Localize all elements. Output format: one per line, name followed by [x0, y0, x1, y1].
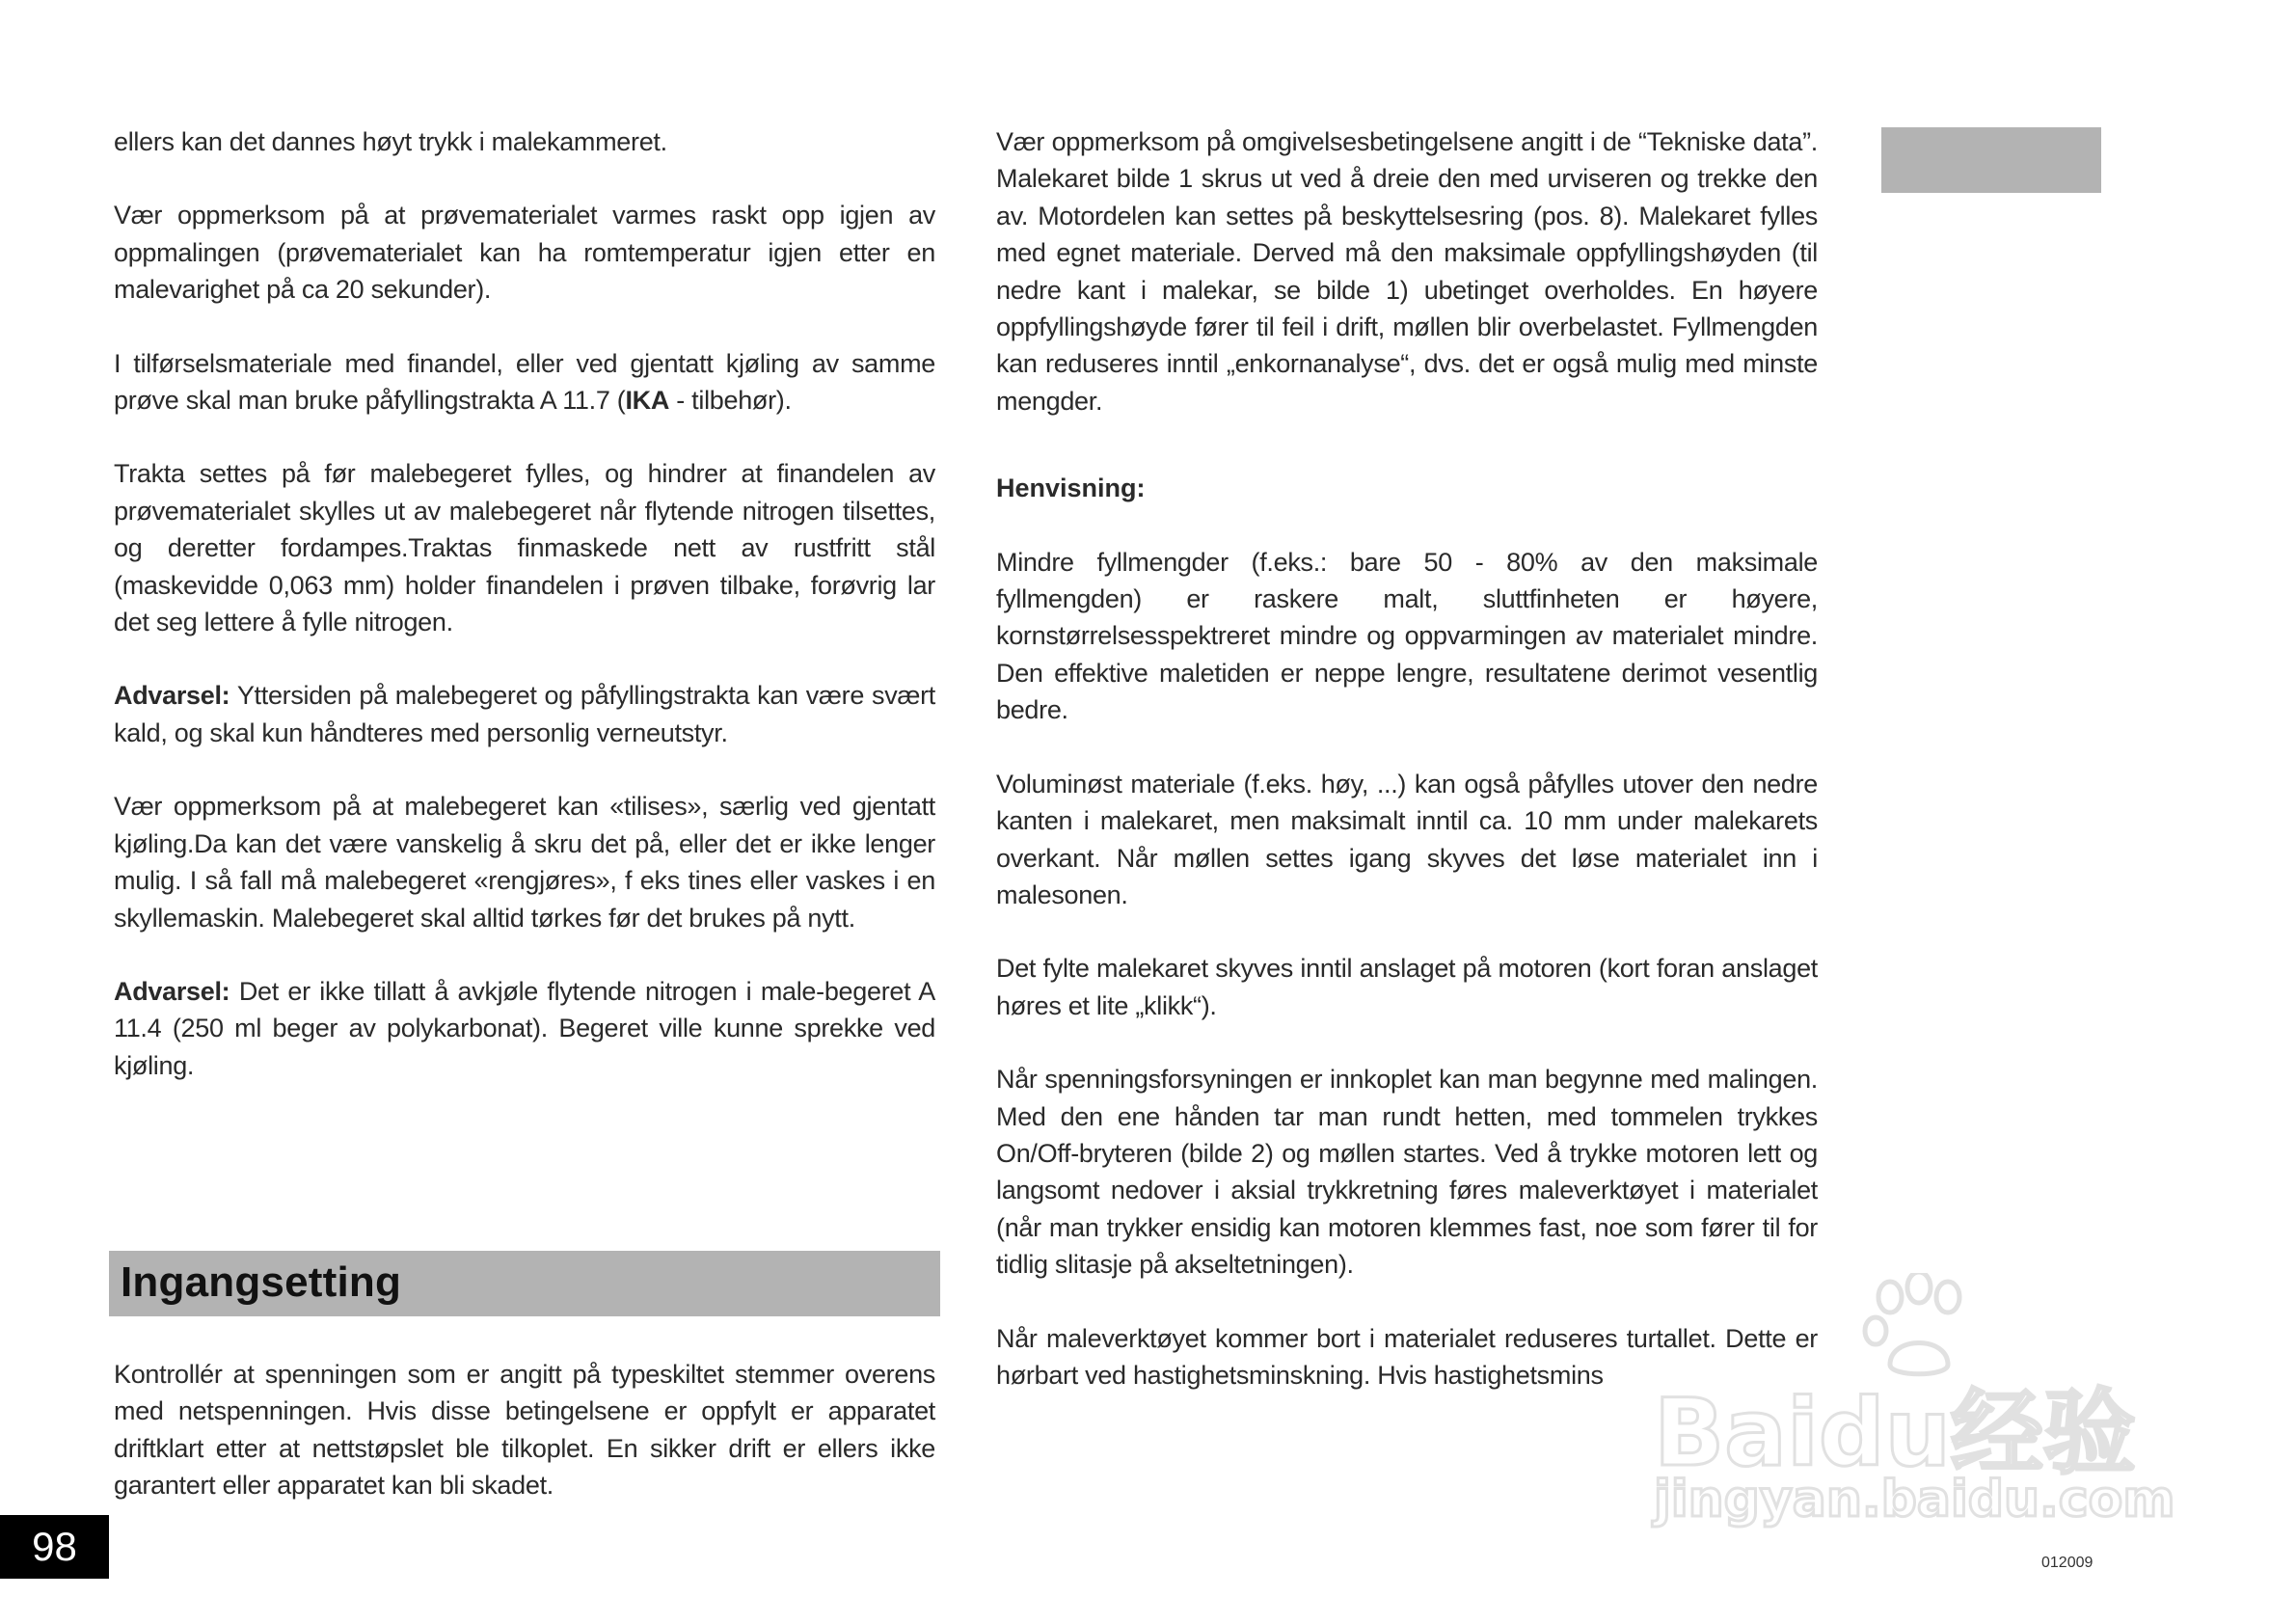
- watermark: [1654, 1273, 2184, 1562]
- warning-paragraph-1: [114, 677, 935, 751]
- left-paragraph-8: Kontrollér at spenningen som er angitt på typeskiltet stemmer overens med netspenningen. Hvis disse betingelsene er oppfylt er apparatet driftklart etter at nettstøpslet ble tilkoplet. En sikker drift er ellers ikke garantert eller apparatet kan bli skadet.: [114, 1360, 935, 1501]
- right-paragraph-5: Når spenningsforsyningen er innkoplet kan man begynne med malingen. Med den ene hånden tar man rundt hetten, med tommelen trykkes On/Off-bryteren (bilde 2) og møllen startes. Ved å trykke motoren lett og langsomt nedover i aksial trykkretning føres maleverktøyet i materialet (når man trykker ensidig kan motoren klemmes fast, noe som fører til for tidlig slitasje på akseltetningen).: [996, 1065, 1818, 1280]
- brand-name: IKA: [625, 386, 670, 416]
- left-paragraph-4: Trakta settes på før malebegeret fylles, og hindrer at finandelen av prøvematerialet skylles ut av malebegeret når flytende nitrogen tilsettes, og deretter fordampes.Traktas finmaskede nett av rustfritt stål (maskevidde 0,063 mm) holder finandelen i prøven tilbake, forøvrig lar det seg lettere å fylle nitrogen.: [114, 459, 935, 637]
- left-paragraph-3-text: I tilførselsmateriale med finandel, eller ved gjentatt kjøling av samme prøve skal man bruke påfyllingstrakta A 11.7 (: [114, 348, 935, 416]
- right-paragraph-2: Mindre fyllmengder (f.eks.: bare 50 - 80% av den maksimale fyllmengden) er raskere malt, sluttfinheten er høyere, kornstørrelsesspektreret mindre og oppvarmingen av materialet mindre. Den effektive maletiden er neppe lengre, resultatene derimot vesentlig bedre.: [996, 547, 1818, 725]
- watermark-main: Baidu经验: [1654, 1379, 2136, 1487]
- language-tab-marker: [1881, 127, 2101, 193]
- left-paragraph-6: Vær oppmerksom på at malebegeret kan «tilises», særlig ved gjentatt kjøling.Da kan det være vanskelig å skru det på, eller det er ikke lenger mulig. I så fall må malebegeret «rengjøres», f eks tines eller vaskes i en skyllemaskin. Malebegeret skal alltid tørkes før det brukes på nytt.: [114, 792, 935, 933]
- section-heading-bar: [109, 1251, 940, 1316]
- left-paragraph-3-tail: - tilbehør).: [669, 386, 792, 416]
- left-paragraph-1: ellers kan det dannes høyt trykk i malekammeret.: [114, 127, 667, 156]
- left-paragraph-2: Vær oppmerksom på at prøvematerialet varmes raskt opp igjen av oppmalingen (prøvematerialet kan ha romtemperatur igjen etter en malevarighet på ca 20 sekunder).: [114, 201, 935, 305]
- left-paragraph-3: [114, 345, 935, 420]
- note-heading: Henvisning:: [996, 474, 1146, 503]
- left-column: [114, 123, 935, 1084]
- warning-text: Yttersiden på malebegeret og påfyllingstrakta kan være svært kald, og skal kun håndteres med personlig verneutstyr.: [114, 681, 935, 747]
- warning-label-2: Advarsel:: [114, 976, 230, 1006]
- right-paragraph-3: Voluminøst materiale (f.eks. høy, ...) kan også påfylles utover den nedre kanten i malekaret, men maksimalt inntil ca. 10 mm under malekarets overkant. Når møllen settes igang skyves det løse materialet inn i malesonen.: [996, 769, 1818, 909]
- right-paragraph-4: Det fylte malekaret skyves inntil anslaget på motoren (kort foran anslaget høres et lite „klikk“).: [996, 954, 1818, 1020]
- right-paragraph-6: Når maleverktøyet kommer bort i materialet reduseres turtallet. Dette er hørbart ved hastighetsminskning. Hvis hastighetsmins: [996, 1323, 1818, 1390]
- page-number: 98: [0, 1515, 109, 1579]
- warning-label: Advarsel:: [114, 681, 230, 711]
- watermark-url: jingyan.baidu.com: [1654, 1471, 2175, 1529]
- warning-paragraph-2: [114, 973, 935, 1084]
- document-code: 012009: [2041, 1555, 2093, 1571]
- warning-text-2: Det er ikke tillatt å avkjøle flytende nitrogen i male-begeret A 11.4 (250 ml beger av polykarbonat). Begeret ville kunne sprekke ved kjøling.: [114, 976, 935, 1080]
- section-heading: Ingangsetting: [121, 1259, 402, 1306]
- right-column: [996, 123, 1818, 1394]
- right-paragraph-1: Vær oppmerksom på omgivelsesbetingelsene angitt i de “Tekniske data”. Malekaret bilde 1 skrus ut ved å dreie den med urviseren og trekke den av. Motordelen kan settes på beskyttelsesring (pos. 8). Malekaret fylles med egnet materiale. Derved må den maksimale oppfyllingshøyden (til nedre kant i malekar, se bilde 1) ubetinget overholdes. En høyere oppfyllingshøyde fører til feil i drift, møllen blir overbelastet. Fyllmengden kan reduseres inntil „enkornanalyse“, dvs. det er også mulig med minste mengder.: [996, 127, 1818, 416]
